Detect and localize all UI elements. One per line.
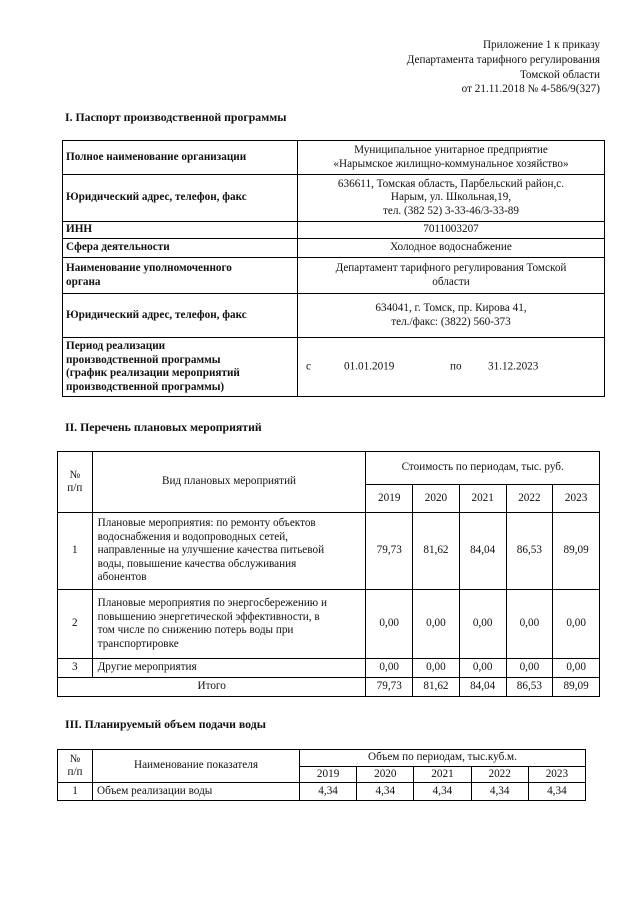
activity-text: Другие мероприятия [92, 659, 366, 678]
passport-label: Юридический адрес, телефон, факс [63, 294, 298, 338]
activities-table [57, 451, 600, 697]
table-row [58, 513, 600, 590]
text-line: транспортировке [97, 637, 179, 650]
cost-value: 81,62 [413, 513, 460, 590]
passport-value [298, 294, 605, 338]
volume-value: 4,34 [414, 783, 471, 801]
label-line: (график реализации мероприятий [66, 367, 240, 379]
year-header: 2019 [366, 485, 413, 513]
cost-value: 84,04 [459, 513, 506, 590]
year-header: 2019 [300, 767, 357, 783]
appendix-line: Томской области [519, 68, 600, 81]
period-to-date: 31.12.2023 [488, 360, 539, 373]
period-to-word: по [450, 360, 462, 373]
label-line: Наименование уполномоченного [66, 262, 232, 274]
appendix-line: от 21.11.2018 № 4-586/9(327) [461, 83, 600, 96]
volume-table [57, 749, 586, 801]
cost-value: 0,00 [366, 590, 413, 659]
volume-value: 4,34 [357, 783, 414, 801]
passport-label: ИНН [63, 222, 298, 239]
value-line: 636611, Томская область, Парбельский район,с. [337, 177, 565, 190]
header-cost: Стоимость по периодам, тыс. руб. [366, 452, 600, 485]
text-line: Плановые мероприятия по энергосбережению и [97, 597, 327, 609]
label-line: органа [66, 275, 101, 288]
header-num-line: п/п [67, 482, 83, 494]
cost-value: 0,00 [413, 659, 460, 678]
cost-value: 0,00 [553, 659, 600, 678]
value-line: 634041, г. Томск, пр. Кирова 41, [375, 302, 527, 314]
year-header: 2021 [414, 767, 471, 783]
header-num [58, 750, 93, 783]
volume-value: 4,34 [300, 783, 357, 801]
header-num [58, 452, 93, 513]
activity-text [92, 590, 366, 659]
value-line: области [432, 275, 470, 288]
passport-label: Юридический адрес, телефон, факс [63, 175, 298, 222]
label-line: производственной программы) [66, 380, 225, 393]
cost-value: 0,00 [413, 590, 460, 659]
cost-value: 89,09 [553, 513, 600, 590]
passport-label: Полное наименование организации [63, 141, 298, 175]
year-header: 2020 [413, 485, 460, 513]
activity-text [92, 513, 366, 590]
table-row [63, 175, 605, 222]
cost-value: 0,00 [506, 590, 553, 659]
table-row [63, 258, 605, 294]
year-header: 2023 [528, 767, 585, 783]
period-from-date: 01.01.2019 [344, 360, 395, 373]
row-number: 3 [58, 659, 93, 678]
value-line: Нарым, ул. Школьная,19, [390, 191, 512, 204]
appendix-line: Приложение 1 к приказу [482, 39, 600, 51]
table-row [58, 783, 586, 801]
row-number: 1 [58, 783, 93, 801]
text-line: Плановые мероприятия: по ремонту объектов [97, 517, 316, 530]
header-kind: Вид плановых мероприятий [92, 452, 366, 513]
section-title-activities: II. Перечень плановых мероприятий [65, 420, 262, 434]
table-row [63, 239, 605, 258]
section-title-passport: I. Паспорт производственной программы [65, 110, 287, 124]
cost-value: 0,00 [459, 590, 506, 659]
value-line: Муниципальное унитарное предприятие [354, 144, 548, 156]
cost-value: 0,00 [366, 659, 413, 678]
appendix-note [407, 38, 600, 97]
section-title-volume: III. Планируемый объем подачи воды [65, 717, 266, 731]
header-volume: Объем по периодам, тыс.куб.м. [300, 750, 586, 767]
total-value: 89,09 [553, 678, 600, 697]
passport-value: 7011003207 [298, 222, 605, 239]
year-header: 2023 [553, 485, 600, 513]
label-line: Период реализации [66, 340, 166, 352]
value-line: тел./факс: (3822) 560-373 [391, 315, 511, 328]
text-line: воды, повышение качества обслуживания [97, 557, 297, 570]
year-header: 2020 [357, 767, 414, 783]
total-label: Итого [58, 678, 366, 697]
table-row [63, 222, 605, 239]
year-header: 2022 [506, 485, 553, 513]
table-row [58, 659, 600, 678]
table-row [63, 294, 605, 338]
passport-value [298, 141, 605, 175]
indicator-text: Объем реализации воды [93, 783, 300, 801]
text-line: том числе по снижению потерь воды при [97, 624, 294, 636]
total-row [58, 678, 600, 697]
passport-value [298, 175, 605, 222]
year-header: 2021 [459, 485, 506, 513]
value-line: тел. (382 52) 3-33-46/3-33-89 [383, 204, 519, 217]
header-num-line: № [69, 468, 81, 481]
header-indicator: Наименование показателя [93, 750, 300, 783]
passport-value [298, 258, 605, 294]
text-line: повышению энергетической эффективности, в [97, 610, 320, 623]
cost-value: 0,00 [506, 659, 553, 678]
table-row [63, 141, 605, 175]
text-line: абонентов [97, 571, 147, 584]
volume-value: 4,34 [471, 783, 528, 801]
text-line: водоснабжения и водопроводных сетей, [97, 530, 289, 543]
value-line: «Нарымское жилищно-коммунальное хозяйство» [333, 157, 569, 170]
period-from-word: с [306, 360, 311, 373]
table-row [58, 590, 600, 659]
period-value [298, 338, 605, 397]
text-line: направленные на улучшение качества питьевой [97, 544, 325, 557]
total-value: 86,53 [506, 678, 553, 697]
table-row [58, 452, 600, 485]
header-num-line: № [69, 752, 81, 765]
passport-label [63, 338, 298, 397]
passport-value: Холодное водоснабжение [298, 239, 605, 258]
volume-value: 4,34 [528, 783, 585, 801]
label-line: производственной программы [66, 353, 221, 366]
total-value: 79,73 [366, 678, 413, 697]
cost-value: 0,00 [553, 590, 600, 659]
table-row [63, 338, 605, 397]
appendix-line: Департамента тарифного регулирования [406, 53, 600, 66]
cost-value: 86,53 [506, 513, 553, 590]
cost-value: 79,73 [366, 513, 413, 590]
passport-table [62, 140, 605, 397]
passport-label: Сфера деятельности [63, 239, 298, 258]
value-line: Департамент тарифного регулирования Томской [335, 262, 567, 274]
row-number: 1 [58, 513, 93, 590]
total-value: 84,04 [459, 678, 506, 697]
total-value: 81,62 [413, 678, 460, 697]
passport-label [63, 258, 298, 294]
table-row [58, 750, 586, 767]
cost-value: 0,00 [459, 659, 506, 678]
header-num-line: п/п [67, 766, 83, 778]
year-header: 2022 [471, 767, 528, 783]
row-number: 2 [58, 590, 93, 659]
